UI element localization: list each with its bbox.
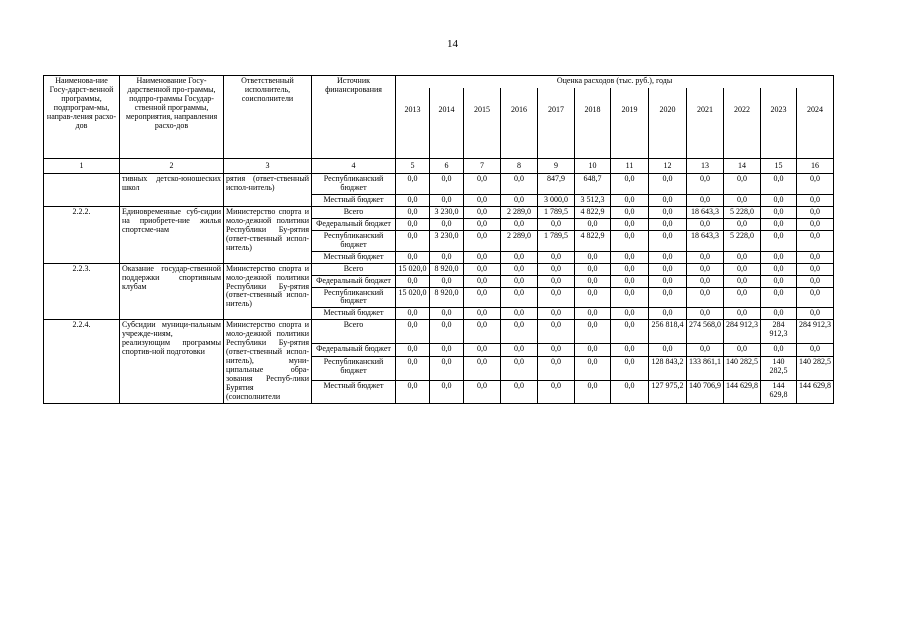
value-cell: 0,0	[611, 218, 649, 230]
value-cell: 0,0	[687, 218, 724, 230]
column-number: 7	[464, 159, 501, 174]
value-cell: 0,0	[649, 251, 687, 263]
column-number: 13	[687, 159, 724, 174]
value-cell: 0,0	[538, 218, 575, 230]
year-header: 2016	[501, 88, 538, 159]
value-cell: 0,0	[464, 275, 501, 287]
column-number: 14	[724, 159, 761, 174]
value-cell: 15 020,0	[396, 287, 430, 308]
value-cell: 0,0	[649, 230, 687, 251]
year-header: 2019	[611, 88, 649, 159]
year-header: 2018	[575, 88, 611, 159]
value-cell: 0,0	[611, 357, 649, 380]
value-cell: 0,0	[611, 263, 649, 275]
value-cell: 0,0	[464, 263, 501, 275]
value-cell: 0,0	[575, 380, 611, 403]
value-cell: 0,0	[396, 343, 430, 356]
value-cell: 0,0	[649, 308, 687, 320]
value-cell: 0,0	[649, 275, 687, 287]
value-cell: 0,0	[687, 343, 724, 356]
value-cell: 140 282,5	[761, 357, 797, 380]
value-cell: 0,0	[464, 357, 501, 380]
value-cell: 0,0	[501, 263, 538, 275]
value-cell: 0,0	[724, 194, 761, 206]
value-cell: 0,0	[464, 380, 501, 403]
value-cell: 3 512,3	[575, 194, 611, 206]
value-cell: 0,0	[649, 263, 687, 275]
value-cell: 0,0	[687, 275, 724, 287]
value-cell: 0,0	[611, 251, 649, 263]
value-cell: 140 282,5	[724, 357, 761, 380]
value-cell: 0,0	[687, 263, 724, 275]
value-cell: 0,0	[797, 263, 834, 275]
value-cell: 0,0	[797, 308, 834, 320]
value-cell: 0,0	[687, 308, 724, 320]
value-cell: 0,0	[538, 320, 575, 343]
value-cell: 0,0	[797, 230, 834, 251]
measure-name: Оказание государ-ственной поддержки спортивным клубам	[120, 263, 224, 320]
value-cell: 0,0	[501, 343, 538, 356]
year-header: 2014	[430, 88, 464, 159]
column-number: 11	[611, 159, 649, 174]
value-cell: 0,0	[464, 320, 501, 343]
value-cell: 8 920,0	[430, 263, 464, 275]
value-cell: 0,0	[761, 287, 797, 308]
value-cell: 0,0	[464, 308, 501, 320]
value-cell: 0,0	[575, 287, 611, 308]
value-cell: 0,0	[396, 174, 430, 195]
measure-name: тивных детско-юношеских школ	[120, 174, 224, 207]
value-cell: 4 822,9	[575, 230, 611, 251]
value-cell: 0,0	[538, 275, 575, 287]
value-cell: 0,0	[464, 287, 501, 308]
value-cell: 0,0	[575, 320, 611, 343]
year-header: 2015	[464, 88, 501, 159]
value-cell: 0,0	[649, 206, 687, 218]
funding-source: Всего	[312, 206, 396, 218]
value-cell: 144 629,8	[761, 380, 797, 403]
value-cell: 0,0	[797, 287, 834, 308]
measure-executor: рятия (ответ-ственный испол-нитель)	[224, 174, 312, 207]
value-cell: 0,0	[538, 263, 575, 275]
value-cell: 256 818,4	[649, 320, 687, 343]
value-cell: 0,0	[430, 308, 464, 320]
value-cell: 18 643,3	[687, 206, 724, 218]
value-cell: 140 282,5	[797, 357, 834, 380]
value-cell: 0,0	[396, 320, 430, 343]
value-cell: 3 230,0	[430, 206, 464, 218]
value-cell: 0,0	[396, 308, 430, 320]
value-cell: 0,0	[611, 320, 649, 343]
value-cell: 0,0	[396, 194, 430, 206]
value-cell: 5 228,0	[724, 230, 761, 251]
value-cell: 0,0	[538, 343, 575, 356]
value-cell: 0,0	[501, 308, 538, 320]
table-row	[44, 320, 834, 343]
value-cell: 0,0	[464, 230, 501, 251]
value-cell: 3 000,0	[538, 194, 575, 206]
value-cell: 0,0	[611, 287, 649, 308]
value-cell: 0,0	[611, 206, 649, 218]
value-cell: 1 789,5	[538, 206, 575, 218]
value-cell: 0,0	[724, 218, 761, 230]
funding-source: Федеральный бюджет	[312, 343, 396, 356]
value-cell: 0,0	[538, 380, 575, 403]
value-cell: 0,0	[501, 357, 538, 380]
value-cell: 0,0	[501, 251, 538, 263]
funding-source: Республиканский бюджет	[312, 230, 396, 251]
year-header: 2022	[724, 88, 761, 159]
value-cell: 0,0	[797, 275, 834, 287]
value-cell: 0,0	[687, 194, 724, 206]
year-header: 2024	[797, 88, 834, 159]
value-cell: 0,0	[761, 194, 797, 206]
value-cell: 0,0	[464, 174, 501, 195]
value-cell: 284 912,3	[761, 320, 797, 343]
value-cell: 0,0	[611, 380, 649, 403]
value-cell: 140 706,9	[687, 380, 724, 403]
value-cell: 0,0	[430, 275, 464, 287]
table-row	[44, 263, 834, 275]
value-cell: 8 920,0	[430, 287, 464, 308]
value-cell: 0,0	[724, 308, 761, 320]
value-cell: 0,0	[464, 343, 501, 356]
value-cell: 0,0	[797, 194, 834, 206]
year-header: 2023	[761, 88, 797, 159]
funding-source: Местный бюджет	[312, 380, 396, 403]
value-cell: 0,0	[538, 251, 575, 263]
value-cell: 15 020,0	[396, 263, 430, 275]
year-header: 2020	[649, 88, 687, 159]
value-cell: 144 629,8	[724, 380, 761, 403]
value-cell: 0,0	[396, 251, 430, 263]
column-number: 4	[312, 159, 396, 174]
value-cell: 0,0	[687, 287, 724, 308]
value-cell: 133 861,1	[687, 357, 724, 380]
value-cell: 0,0	[501, 320, 538, 343]
value-cell: 0,0	[575, 308, 611, 320]
measure-code	[44, 174, 120, 207]
value-cell: 847,9	[538, 174, 575, 195]
funding-source: Федеральный бюджет	[312, 218, 396, 230]
year-header: 2017	[538, 88, 575, 159]
value-cell: 0,0	[724, 343, 761, 356]
value-cell: 0,0	[430, 218, 464, 230]
funding-source: Местный бюджет	[312, 251, 396, 263]
header-row	[44, 76, 834, 89]
header-source: Источник финансирования	[312, 76, 396, 159]
funding-source: Всего	[312, 320, 396, 343]
value-cell: 0,0	[396, 230, 430, 251]
measure-code: 2.2.4.	[44, 320, 120, 404]
value-cell: 0,0	[464, 194, 501, 206]
value-cell: 0,0	[761, 218, 797, 230]
value-cell: 0,0	[575, 218, 611, 230]
value-cell: 5 228,0	[724, 206, 761, 218]
table-row	[44, 206, 834, 218]
value-cell: 0,0	[396, 380, 430, 403]
value-cell: 274 568,0	[687, 320, 724, 343]
value-cell: 18 643,3	[687, 230, 724, 251]
value-cell: 0,0	[396, 206, 430, 218]
funding-source: Федеральный бюджет	[312, 275, 396, 287]
column-number: 3	[224, 159, 312, 174]
funding-source: Республиканский бюджет	[312, 174, 396, 195]
header-executor: Ответственный исполнитель, соисполнители	[224, 76, 312, 159]
value-cell: 0,0	[797, 218, 834, 230]
column-numbers-row	[44, 159, 834, 174]
measure-code: 2.2.2.	[44, 206, 120, 263]
value-cell: 0,0	[501, 380, 538, 403]
value-cell: 0,0	[430, 357, 464, 380]
column-number: 1	[44, 159, 120, 174]
value-cell: 0,0	[687, 174, 724, 195]
value-cell: 0,0	[430, 343, 464, 356]
value-cell: 144 629,8	[797, 380, 834, 403]
value-cell: 0,0	[501, 287, 538, 308]
column-number: 5	[396, 159, 430, 174]
value-cell: 0,0	[430, 174, 464, 195]
value-cell: 0,0	[761, 251, 797, 263]
column-number: 10	[575, 159, 611, 174]
value-cell: 0,0	[649, 174, 687, 195]
value-cell: 0,0	[797, 206, 834, 218]
value-cell: 0,0	[611, 174, 649, 195]
header-program: Наименова-ние Госу-дарст-венной программы, подпрограм-мы, направ-ления расхо-дов	[44, 76, 120, 159]
value-cell: 0,0	[575, 263, 611, 275]
column-number: 8	[501, 159, 538, 174]
value-cell: 0,0	[575, 275, 611, 287]
measure-code: 2.2.3.	[44, 263, 120, 320]
value-cell: 4 822,9	[575, 206, 611, 218]
value-cell: 0,0	[430, 320, 464, 343]
value-cell: 0,0	[724, 174, 761, 195]
value-cell: 0,0	[575, 357, 611, 380]
value-cell: 127 975,2	[649, 380, 687, 403]
value-cell: 2 289,0	[501, 206, 538, 218]
value-cell: 648,7	[575, 174, 611, 195]
value-cell: 0,0	[611, 230, 649, 251]
value-cell: 284 912,3	[797, 320, 834, 343]
funding-source: Местный бюджет	[312, 194, 396, 206]
value-cell: 0,0	[611, 194, 649, 206]
value-cell: 0,0	[430, 380, 464, 403]
value-cell: 0,0	[501, 174, 538, 195]
value-cell: 3 230,0	[430, 230, 464, 251]
value-cell: 0,0	[611, 343, 649, 356]
funding-source: Республиканский бюджет	[312, 287, 396, 308]
value-cell: 0,0	[761, 263, 797, 275]
table-body	[44, 174, 834, 404]
column-number: 9	[538, 159, 575, 174]
value-cell: 0,0	[797, 251, 834, 263]
measure-name: Единовременные суб-сидии на приобрете-ние жилья спортсме-нам	[120, 206, 224, 263]
table-header	[44, 76, 834, 174]
column-number: 6	[430, 159, 464, 174]
column-number: 16	[797, 159, 834, 174]
funding-source: Республиканский бюджет	[312, 357, 396, 380]
value-cell: 0,0	[538, 308, 575, 320]
value-cell: 0,0	[797, 343, 834, 356]
value-cell: 0,0	[464, 251, 501, 263]
value-cell: 0,0	[649, 218, 687, 230]
value-cell: 0,0	[761, 275, 797, 287]
column-number: 15	[761, 159, 797, 174]
value-cell: 0,0	[575, 343, 611, 356]
value-cell: 0,0	[430, 251, 464, 263]
value-cell: 0,0	[464, 206, 501, 218]
value-cell: 0,0	[761, 308, 797, 320]
value-cell: 0,0	[611, 308, 649, 320]
value-cell: 1 789,5	[538, 230, 575, 251]
value-cell: 0,0	[501, 194, 538, 206]
value-cell: 0,0	[396, 218, 430, 230]
table-row	[44, 174, 834, 195]
measure-name: Субсидии муници-пальным учрежде-ниям, реализующим программы спортив-ной подготовки	[120, 320, 224, 404]
header-estimate: Оценка расходов (тыс. руб.), годы	[396, 76, 834, 89]
funding-source: Всего	[312, 263, 396, 275]
value-cell: 0,0	[761, 174, 797, 195]
value-cell: 0,0	[797, 174, 834, 195]
value-cell: 2 289,0	[501, 230, 538, 251]
value-cell: 0,0	[687, 251, 724, 263]
value-cell: 0,0	[501, 218, 538, 230]
value-cell: 0,0	[538, 287, 575, 308]
value-cell: 0,0	[649, 343, 687, 356]
value-cell: 0,0	[761, 343, 797, 356]
year-header: 2021	[687, 88, 724, 159]
value-cell: 0,0	[611, 275, 649, 287]
value-cell: 0,0	[501, 275, 538, 287]
value-cell: 0,0	[761, 206, 797, 218]
measure-executor: Министерство спорта и моло-дежной политики Республики Бу-рятия (ответ-ственный испол-нитель)	[224, 263, 312, 320]
value-cell: 0,0	[464, 218, 501, 230]
value-cell: 0,0	[761, 230, 797, 251]
value-cell: 0,0	[538, 357, 575, 380]
value-cell: 0,0	[724, 251, 761, 263]
header-name: Наименование Госу-дарственной про-граммы, подпро-граммы Государ-ственной программы, мероприятия, направления расхо-дов	[120, 76, 224, 159]
value-cell: 0,0	[649, 194, 687, 206]
funding-source: Местный бюджет	[312, 308, 396, 320]
column-number: 12	[649, 159, 687, 174]
value-cell: 0,0	[724, 287, 761, 308]
year-header: 2013	[396, 88, 430, 159]
value-cell: 0,0	[575, 251, 611, 263]
value-cell: 0,0	[430, 194, 464, 206]
page-number: 14	[447, 38, 458, 50]
column-number: 2	[120, 159, 224, 174]
value-cell: 284 912,3	[724, 320, 761, 343]
value-cell: 0,0	[649, 287, 687, 308]
value-cell: 0,0	[724, 275, 761, 287]
value-cell: 0,0	[396, 357, 430, 380]
measure-executor: Министерство спорта и моло-дежной политики Республики Бу-рятия (ответ-ственный испол-нитель), муни-ципальные обра-зования Респуб-лики Бурятия (соисполнители	[224, 320, 312, 404]
value-cell: 0,0	[724, 263, 761, 275]
measure-executor: Министерство спорта и моло-дежной политики Республики Бу-рятия (ответ-ственный испол-нитель)	[224, 206, 312, 263]
value-cell: 128 843,2	[649, 357, 687, 380]
value-cell: 0,0	[396, 275, 430, 287]
expense-table	[43, 75, 834, 404]
